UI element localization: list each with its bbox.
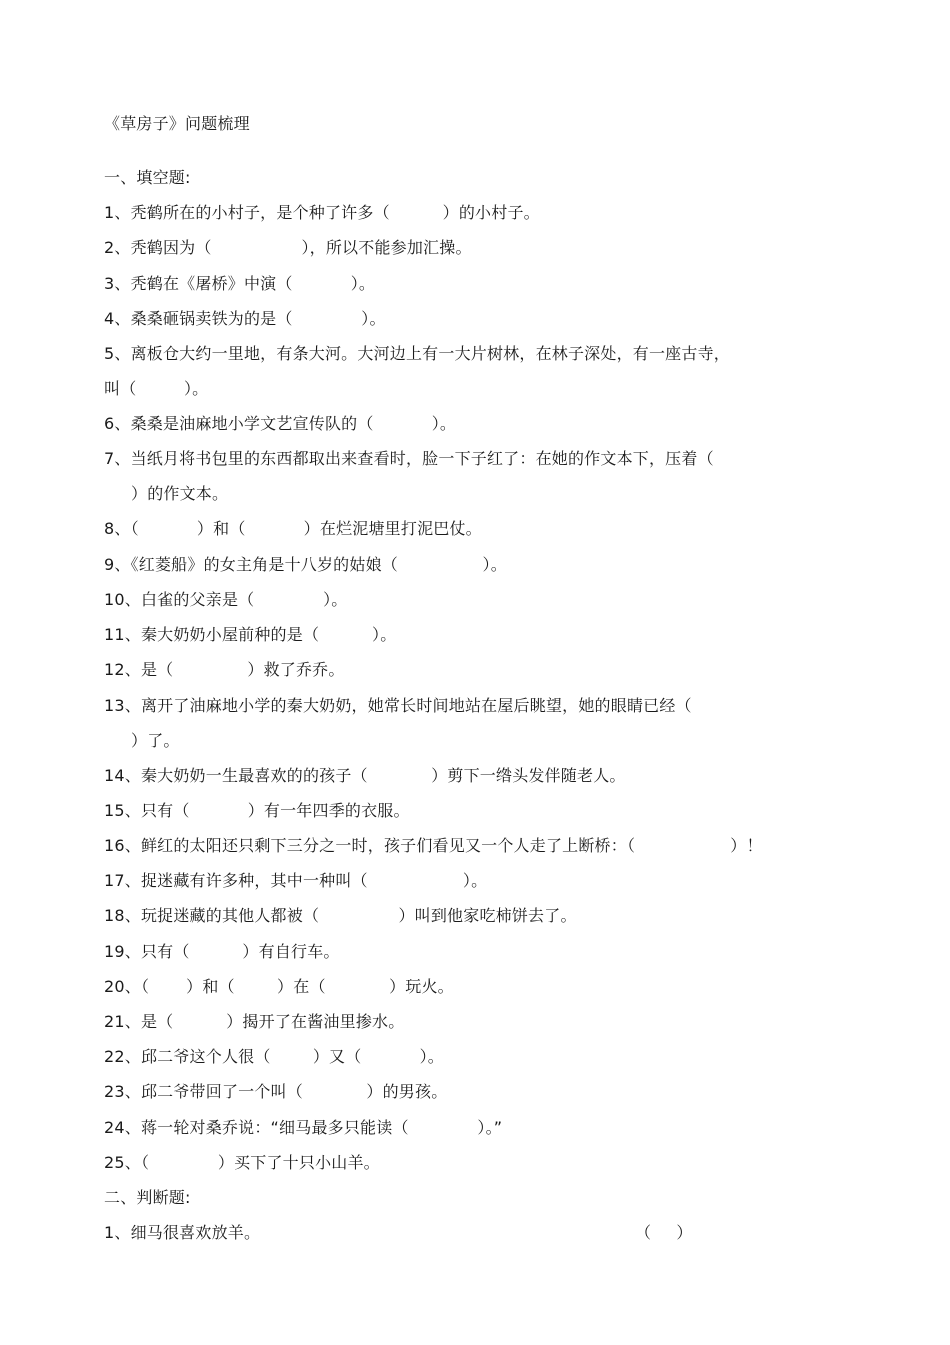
question-5-line-2: 叫（ ）。 (104, 379, 209, 398)
question-3: 3、秃鹤在《屠桥》中演（ ）。 (104, 274, 376, 293)
question-7-line-2: ）的作文本。 (131, 484, 229, 503)
question-2: 2、秃鹤因为（ ），所以不能参加汇操。 (104, 238, 472, 257)
question-7-line-1: 7、当纸月将书包里的东西都取出来查看时，脸一下子红了：在她的作文本下，压着（ (104, 449, 714, 468)
question-16: 16、鲜红的太阳还只剩下三分之一时，孩子们看见又一个人走了上断桥：（ ）！ (104, 836, 763, 855)
document-title: 《草房子》问题梳理 (104, 114, 250, 133)
section-heading-true-false: 二、判断题: (104, 1188, 191, 1207)
question-5-line-1: 5、离板仓大约一里地，有条大河。大河边上有一大片树林，在林子深处，有一座古寺， (104, 344, 730, 363)
question-13-line-1: 13、离开了油麻地小学的秦大奶奶，她常长时间地站在屋后眺望，她的眼睛已经（ (104, 696, 692, 715)
tf-answer-blank: （ ） (635, 1223, 693, 1242)
question-14: 14、秦大奶奶一生最喜欢的的孩子（ ）剪下一绺头发伴随老人。 (104, 766, 626, 785)
question-17: 17、捉迷藏有许多种，其中一种叫（ ）。 (104, 871, 488, 890)
question-11: 11、秦大奶奶小屋前种的是（ ）。 (104, 625, 397, 644)
question-4: 4、桑桑砸锅卖铁为的是（ ）。 (104, 309, 386, 328)
tf-question-1: 1、细马很喜欢放羊。 (104, 1223, 261, 1242)
question-9: 9、《红菱船》的女主角是十八岁的姑娘（ ）。 (104, 555, 507, 574)
question-13-line-2: ）了。 (131, 731, 180, 750)
question-1: 1、秃鹤所在的小村子，是个种了许多（ ）的小村子。 (104, 203, 540, 222)
section-heading-fill-blank: 一、填空题: (104, 168, 191, 187)
question-20: 20、（ ）和（ ）在（ ）玩火。 (104, 977, 454, 996)
question-18: 18、玩捉迷藏的其他人都被（ ）叫到他家吃柿饼去了。 (104, 906, 577, 925)
question-24: 24、蒋一轮对桑乔说：“细马最多只能读（ ）。” (104, 1118, 503, 1137)
question-15: 15、只有（ ）有一年四季的衣服。 (104, 801, 410, 820)
question-6: 6、桑桑是油麻地小学文艺宣传队的（ ）。 (104, 414, 457, 433)
question-19: 19、只有（ ）有自行车。 (104, 942, 340, 961)
question-22: 22、邱二爷这个人很（ ）又（ ）。 (104, 1047, 444, 1066)
question-10: 10、白雀的父亲是（ ）。 (104, 590, 348, 609)
question-25: 25、（ ）买下了十只小山羊。 (104, 1153, 380, 1172)
question-21: 21、是（ ）揭开了在酱油里掺水。 (104, 1012, 405, 1031)
question-12: 12、是（ ）救了乔乔。 (104, 660, 345, 679)
question-8: 8、（ ）和（ ）在烂泥塘里打泥巴仗。 (104, 519, 482, 538)
question-23: 23、邱二爷带回了一个叫（ ）的男孩。 (104, 1082, 448, 1101)
